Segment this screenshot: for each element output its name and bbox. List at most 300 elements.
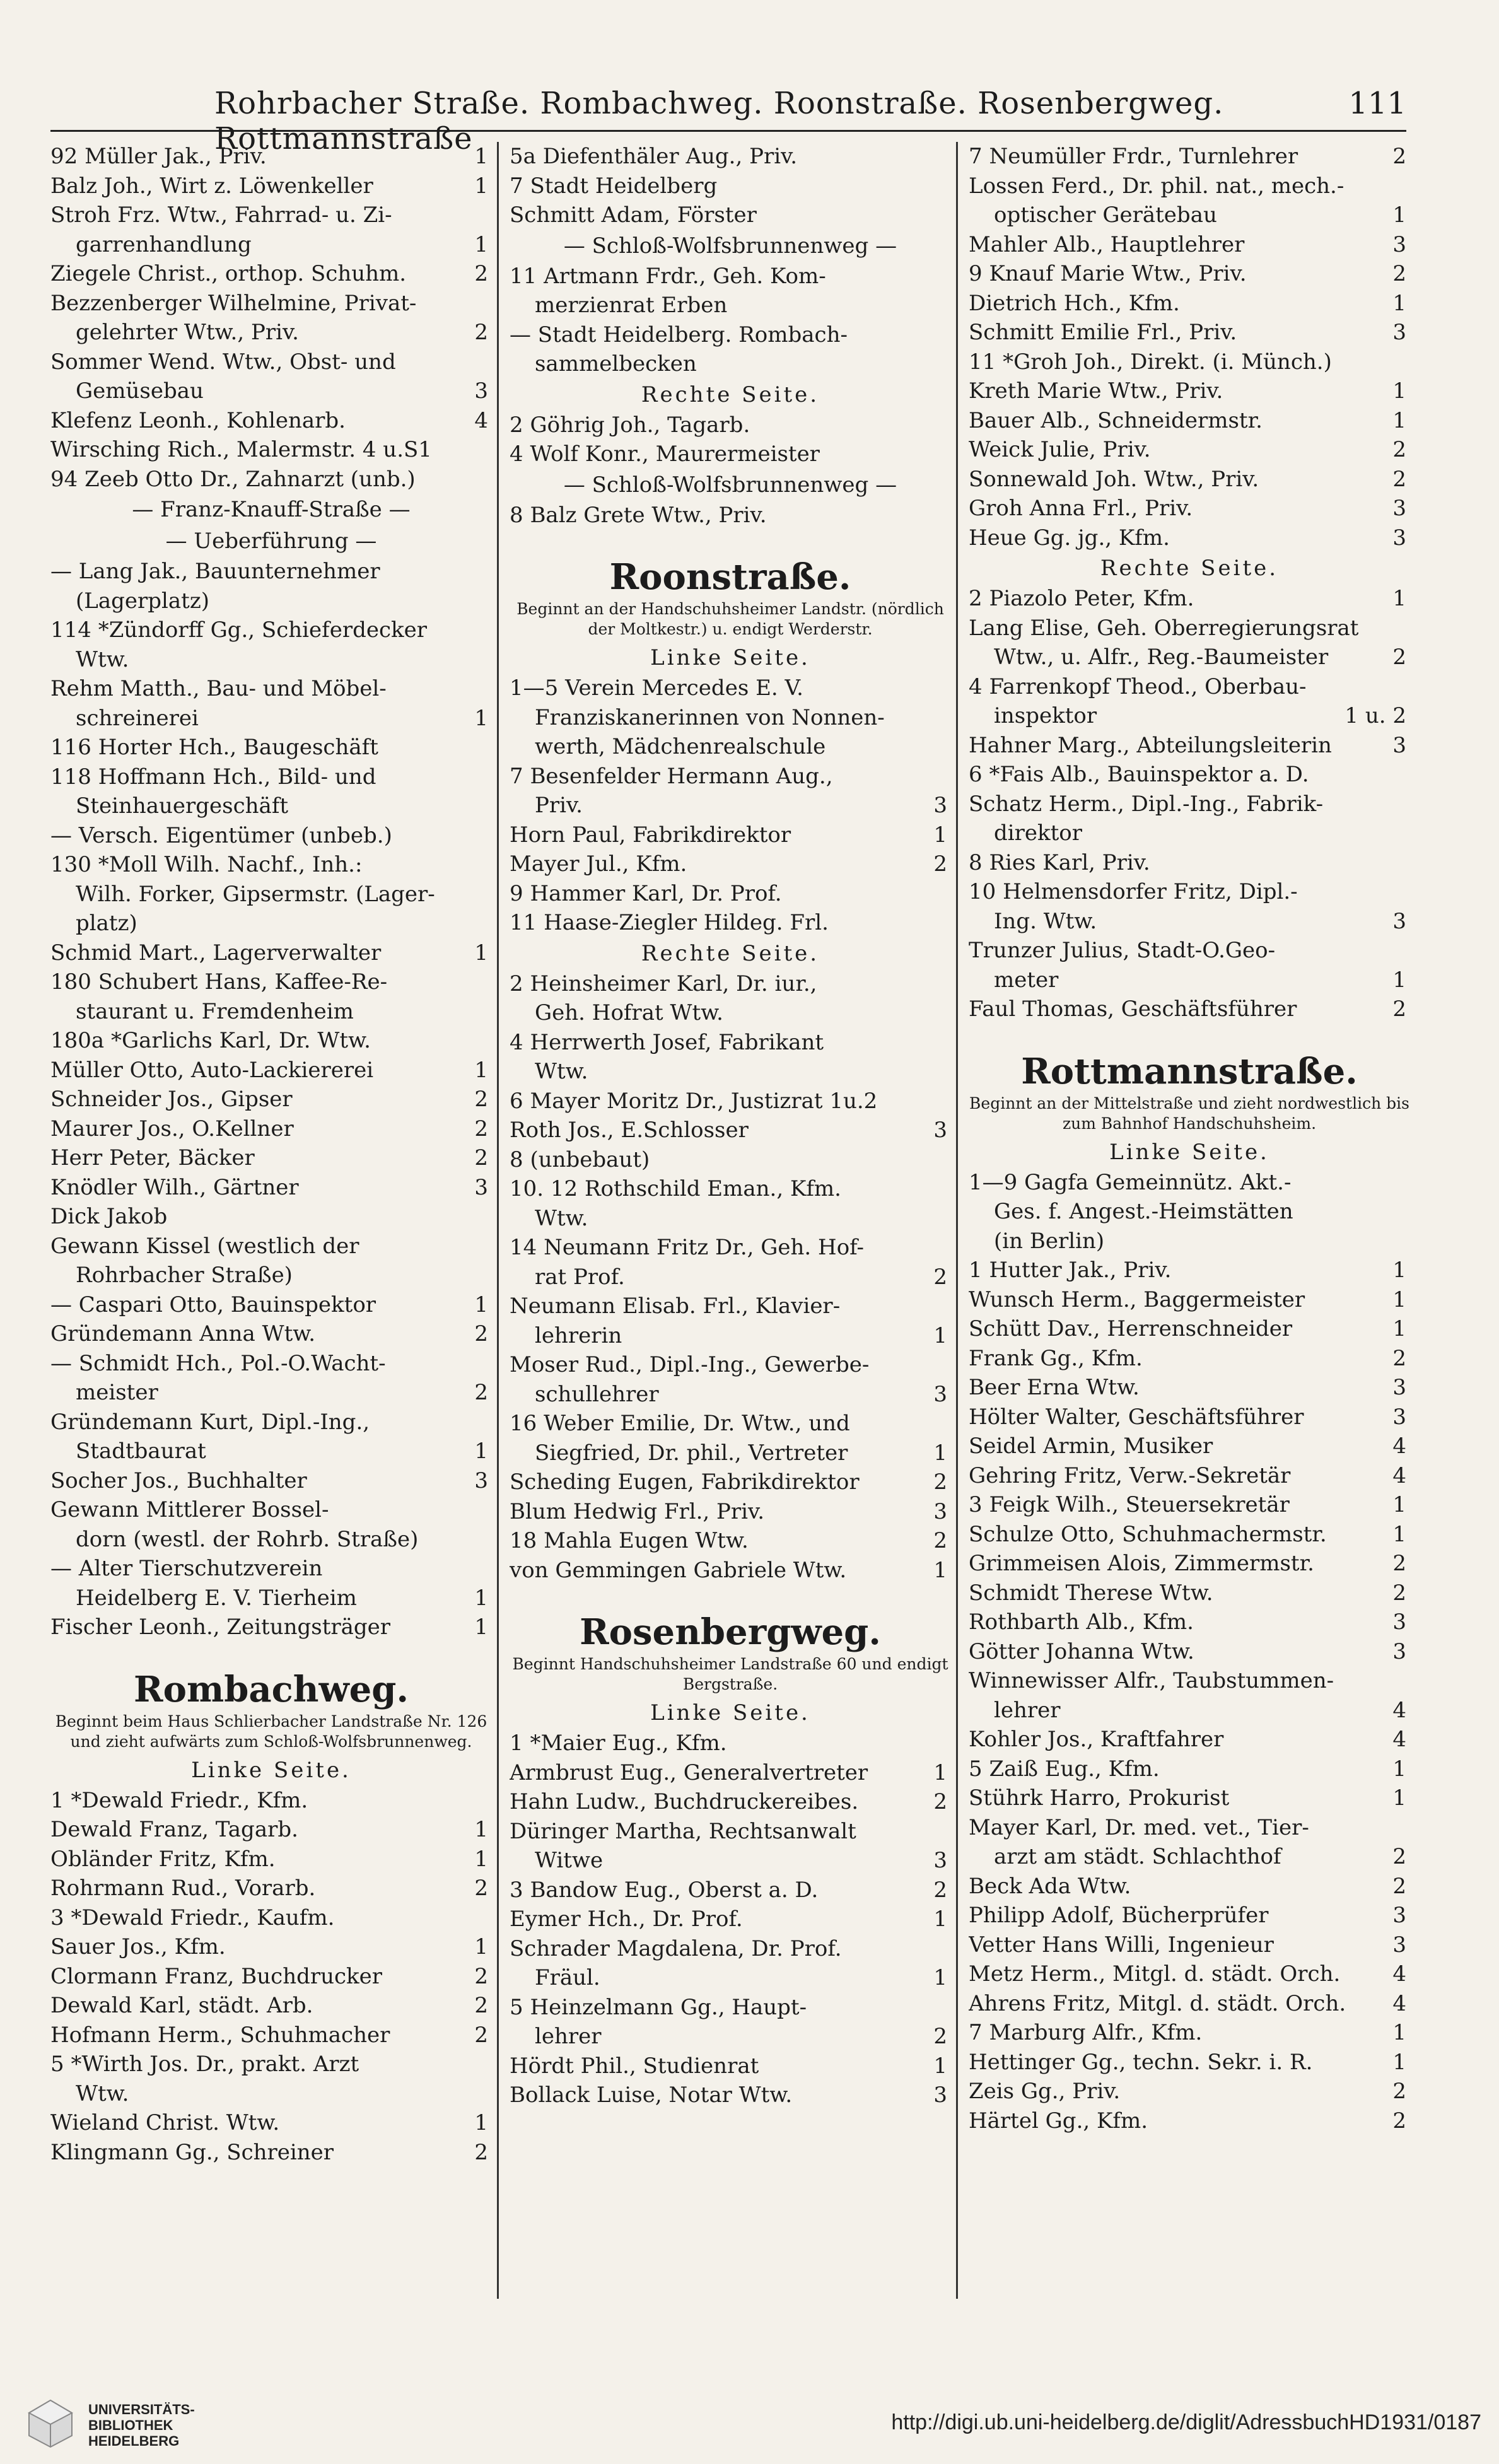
directory-entry [50, 1786, 492, 1816]
floor-number: 2 [1392, 466, 1406, 492]
floor-number: 2 [474, 261, 488, 286]
entry-text: Schrader Magdalena, Dr. Prof. [510, 1936, 842, 1961]
directory-entry [50, 465, 492, 494]
entry-text: merzienrat Erben [535, 293, 728, 318]
directory-entry [510, 1439, 951, 1468]
directory-entry [50, 1319, 492, 1349]
directory-entry [50, 1466, 492, 1496]
entry-text: Schneider Jos., Gipser [50, 1087, 293, 1112]
directory-entry [969, 377, 1410, 406]
entry-text: Stührk Harro, Prokurist [969, 1785, 1230, 1811]
entry-text: Mayer Jul., Kfm. [510, 851, 687, 877]
entry-text: meter [994, 967, 1059, 993]
entry-text: schullehrer [535, 1381, 659, 1407]
directory-entry [50, 733, 492, 762]
floor-number: 1 [1392, 378, 1406, 404]
directory-entry [969, 1197, 1410, 1227]
floor-number: 1 [474, 1439, 488, 1464]
column-left [50, 142, 499, 2299]
entry-text: Wtw., u. Alfr., Reg.-Baumeister [994, 645, 1329, 670]
directory-entry [50, 1085, 492, 1114]
floor-number: 2 [1392, 1873, 1406, 1899]
entry-text: staurant u. Fremdenheim [76, 998, 354, 1024]
floor-number: 2 [933, 1264, 947, 1290]
entry-text: 5 *Wirth Jos. Dr., prakt. Arzt [50, 2052, 359, 2077]
floor-number: 3 [933, 2082, 947, 2108]
directory-entry [50, 2050, 492, 2079]
directory-entry [510, 1263, 951, 1292]
floor-number: 1 [1392, 1785, 1406, 1811]
entry-text: Schmid Mart., Lagerverwalter [50, 940, 382, 966]
floor-number: 2 [933, 1528, 947, 1553]
directory-entry [50, 435, 492, 465]
floor-number: 4 [1392, 1990, 1406, 2016]
entry-text: 9 Knauf Marie Wtw., Priv. [969, 261, 1247, 286]
entry-text: werth, Mädchenrealschule [535, 734, 826, 759]
entry-text: (Lagerplatz) [76, 588, 210, 614]
entry-text: garrenhandlung [76, 231, 252, 257]
floor-number: 1 [474, 1057, 488, 1083]
entry-text: Mayer Karl, Dr. med. vet., Tier- [969, 1814, 1309, 1840]
floor-number: 2 [474, 1876, 488, 1901]
directory-entry [510, 1963, 951, 1993]
directory-entry [50, 172, 492, 201]
cross-street-marker [510, 230, 951, 262]
directory-entry [969, 1696, 1410, 1725]
entry-text: 11 Artmann Frdr., Geh. Kom- [510, 263, 826, 289]
directory-entry [510, 1905, 951, 1934]
entry-text: 5 Zaiß Eug., Kfm. [969, 1756, 1160, 1782]
directory-entry [50, 2108, 492, 2138]
directory-entry [50, 1056, 492, 1085]
cross-street-marker [510, 469, 951, 501]
floor-number: 1 [933, 1440, 947, 1466]
entry-text: 180 Schubert Hans, Kaffee-Re- [50, 969, 388, 995]
entry-text: Bezzenberger Wilhelmine, Privat- [50, 290, 417, 316]
directory-entry [969, 1344, 1410, 1374]
entry-text: Hettinger Gg., techn. Sekr. i. R. [969, 2049, 1313, 2075]
entry-text: Wunsch Herm., Baggermeister [969, 1287, 1305, 1312]
entry-text: 5 Heinzelmann Gg., Haupt- [510, 1994, 807, 2020]
directory-entry [510, 1350, 951, 1380]
entry-text: Gehring Fritz, Verw.-Sekretär [969, 1463, 1291, 1488]
street-heading: Rottmannstraße. [1021, 1050, 1358, 1092]
directory-entry [969, 1784, 1410, 1813]
directory-entry [510, 732, 951, 762]
floor-number: 4 [1392, 1463, 1406, 1488]
entry-text: Armbrust Eug., Generalvertreter [510, 1760, 868, 1785]
entry-text: 10. 12 Rothschild Eman., Kfm. [510, 1176, 841, 1201]
entry-text: Hofmann Herm., Schuhmacher [50, 2022, 390, 2048]
entry-text: Beer Erna Wtw. [969, 1375, 1140, 1400]
directory-entry [969, 230, 1410, 260]
directory-entry [969, 1579, 1410, 1608]
entry-text: Hahn Ludw., Buchdruckereibes. [510, 1789, 859, 1814]
directory-entry [50, 1437, 492, 1466]
entry-text: Lossen Ferd., Dr. phil. nat., mech.- [969, 173, 1344, 199]
directory-entry [969, 523, 1410, 553]
floor-number: 2 [933, 1877, 947, 1903]
directory-entry [510, 2052, 951, 2081]
entry-text: dorn (westl. der Rohrb. Straße) [76, 1526, 419, 1552]
directory-entry [50, 1962, 492, 1992]
directory-entry [969, 1959, 1410, 1989]
floor-number: 1 [933, 822, 947, 848]
floor-number: 2 [1392, 437, 1406, 462]
entry-text: inspektor [994, 703, 1097, 728]
entry-text: Fräul. [535, 1965, 600, 1990]
directory-entry [510, 201, 951, 230]
directory-entry [969, 347, 1410, 377]
directory-entry [510, 908, 951, 938]
entry-text: Dietrich Hch., Kfm. [969, 290, 1180, 316]
directory-entry [969, 1549, 1410, 1579]
source-url-link[interactable]: http://digi.ub.uni-heidelberg.de/diglit/AdressbuchHD1931/0187 [891, 2410, 1481, 2434]
entry-text: Siegfried, Dr. phil., Vertreter [535, 1440, 848, 1466]
entry-text: schreinerei [76, 705, 199, 731]
entry-text: Balz Joh., Wirt z. Löwenkeller [50, 173, 373, 199]
entry-text: — Ueberführung — [165, 528, 377, 554]
entry-text: Philipp Adolf, Bücherprüfer [969, 1903, 1269, 1928]
entry-text: Eymer Hch., Dr. Prof. [510, 1906, 743, 1932]
entry-text: 1 *Maier Eug., Kfm. [510, 1731, 727, 1756]
floor-number: 1 [474, 940, 488, 966]
entry-text: Hölter Walter, Geschäftsführer [969, 1404, 1304, 1430]
entry-text: Bauer Alb., Schneidermstr. [969, 407, 1263, 433]
directory-entry [969, 1813, 1410, 1843]
entry-text: 7 Besenfelder Hermann Aug., [510, 763, 833, 789]
entry-text: Zeis Gg., Priv. [969, 2079, 1121, 2104]
entry-text: Metz Herm., Mitgl. d. städt. Orch. [969, 1961, 1341, 1987]
entry-text: Wtw. [76, 646, 129, 672]
floor-number: 3 [933, 1381, 947, 1407]
floor-number: 3 [933, 793, 947, 818]
floor-number: 1 [474, 1817, 488, 1842]
directory-entry [510, 1526, 951, 1556]
directory-entry [50, 1932, 492, 1962]
entry-text: — Lang Jak., Bauunternehmer [50, 559, 380, 584]
directory-entry [510, 998, 951, 1028]
directory-entry [969, 907, 1410, 937]
entry-text: Klingmann Gg., Schreiner [50, 2139, 334, 2165]
floor-number: 3 [474, 1468, 488, 1493]
floor-number: 2 [1392, 2108, 1406, 2134]
directory-entry [50, 938, 492, 968]
directory-columns [50, 142, 1413, 2299]
library-name-line-3: HEIDELBERG [88, 2433, 180, 2449]
floor-number: 1 u. 2 [1344, 703, 1406, 728]
entry-text: Trunzer Julius, Stadt-O.Geo- [969, 938, 1276, 963]
entry-text: Moser Rud., Dipl.-Ing., Gewerbe- [510, 1352, 870, 1377]
floor-number: 2 [1392, 1844, 1406, 1869]
directory-entry [969, 1872, 1410, 1901]
library-name-line-2: BIBLIOTHEK [88, 2417, 173, 2433]
entry-text: Neumann Elisab. Frl., Klavier- [510, 1293, 841, 1319]
directory-entry [969, 2048, 1410, 2077]
entry-text: 3 Feigk Wilh., Steuersekretär [969, 1492, 1290, 1517]
floor-number: 3 [1392, 525, 1406, 551]
directory-entry [510, 1174, 951, 1204]
entry-text: Maurer Jos., O.Kellner [50, 1116, 294, 1141]
directory-entry [50, 1525, 492, 1555]
directory-entry [510, 1934, 951, 1964]
directory-entry [969, 201, 1410, 230]
directory-entry [50, 1026, 492, 1056]
directory-entry [510, 2022, 951, 2052]
floor-number: 3 [1392, 1375, 1406, 1400]
directory-entry [510, 969, 951, 999]
directory-entry [969, 701, 1410, 731]
entry-text: Horn Paul, Fabrikdirektor [510, 822, 791, 848]
entry-text: Düringer Martha, Rechtsanwalt [510, 1818, 856, 1844]
entry-text: meister [76, 1380, 158, 1405]
floor-number: 1 [1392, 1316, 1406, 1341]
directory-entry [969, 966, 1410, 995]
entry-text: 2 Göhrig Joh., Tagarb. [510, 412, 750, 438]
directory-entry [510, 320, 951, 350]
entry-text: 2 Piazolo Peter, Kfm. [969, 586, 1194, 611]
entry-text: Klefenz Leonh., Kohlenarb. [50, 407, 346, 433]
entry-text: Ziegele Christ., orthop. Schuhm. [50, 261, 407, 286]
directory-entry [50, 318, 492, 347]
directory-entry [50, 1554, 492, 1584]
entry-text: lehrer [994, 1697, 1061, 1723]
entry-text: 2 Heinsheimer Karl, Dr. iur., [510, 971, 817, 996]
entry-text: Kohler Jos., Kraftfahrer [969, 1727, 1224, 1752]
directory-entry [969, 1461, 1410, 1491]
entry-text: Wilh. Forker, Gipsermstr. (Lager- [76, 881, 435, 907]
directory-entry [969, 259, 1410, 289]
directory-entry [50, 1143, 492, 1173]
entry-text: Lang Elise, Geh. Oberregierungsrat [969, 615, 1359, 641]
entry-text: Wieland Christ. Wtw. [50, 2110, 280, 2135]
directory-entry [50, 1349, 492, 1379]
directory-entry [510, 1468, 951, 1497]
floor-number: 2 [474, 2139, 488, 2165]
entry-text: Gründemann Anna Wtw. [50, 1321, 316, 1346]
entry-text: Priv. [535, 793, 583, 818]
entry-text: Frank Gg., Kfm. [969, 1345, 1143, 1371]
entry-text: Schmitt Adam, Förster [510, 202, 757, 228]
directory-entry [50, 967, 492, 997]
floor-number: 3 [1392, 1404, 1406, 1430]
entry-text: Obländer Fritz, Kfm. [50, 1846, 276, 1872]
directory-entry [969, 1168, 1410, 1198]
floor-number: 2 [474, 2022, 488, 2048]
directory-entry [969, 995, 1410, 1024]
directory-entry [510, 1409, 951, 1439]
directory-entry [969, 1725, 1410, 1755]
entry-text: — Schloß-Wolfsbrunnenweg — [563, 233, 897, 259]
street-heading: Rombachweg. [134, 1668, 409, 1710]
floor-number: 1 [474, 2110, 488, 2135]
directory-entry [969, 936, 1410, 966]
entry-text: Schulze Otto, Schuhmachermstr. [969, 1521, 1327, 1547]
entry-text: Rothbarth Alb., Kfm. [969, 1609, 1194, 1635]
directory-entry [50, 2079, 492, 2109]
entry-text: — Schmidt Hch., Pol.-O.Wacht- [50, 1350, 386, 1376]
entry-text: Weick Julie, Priv. [969, 437, 1151, 462]
floor-number: 2 [933, 851, 947, 877]
floor-number: 1 [474, 1614, 488, 1640]
street-description: Beginnt beim Haus Schlierbacher Landstraße Nr. 126 und zieht aufwärts zum Schloß-Wolfsbrunnenweg. [55, 1712, 487, 1751]
entry-text: Ahrens Fritz, Mitgl. d. städt. Orch. [969, 1990, 1346, 2016]
entry-text: Clormann Franz, Buchdrucker [50, 1963, 383, 1989]
entry-text: platz) [76, 911, 137, 936]
floor-number: 1 [474, 144, 488, 169]
directory-entry [969, 318, 1410, 347]
directory-entry [50, 377, 492, 406]
entry-text: — Versch. Eigentümer (unbeb.) [50, 822, 392, 848]
entry-text: Sonnewald Joh. Wtw., Priv. [969, 466, 1259, 492]
floor-number: 1 [474, 231, 488, 257]
directory-entry [510, 1729, 951, 1758]
floor-number: 4 [1392, 1961, 1406, 1987]
directory-entry [510, 1758, 951, 1788]
directory-entry [510, 820, 951, 850]
directory-entry [50, 850, 492, 880]
entry-text: 116 Horter Hch., Baugeschäft [50, 735, 378, 760]
directory-entry [510, 1787, 951, 1817]
entry-text: Ing. Wtw. [994, 908, 1097, 934]
directory-entry [969, 1901, 1410, 1930]
directory-entry [969, 406, 1410, 436]
directory-entry [510, 1556, 951, 1585]
floor-number: 3 [1392, 1903, 1406, 1928]
entry-text: Wirsching Rich., Malermstr. 4 u.S1 [50, 437, 432, 462]
directory-entry [50, 1613, 492, 1642]
entry-text: Wtw. [535, 1059, 588, 1084]
entry-text: lehrer [535, 2024, 602, 2049]
directory-entry [50, 1232, 492, 1261]
directory-entry [510, 349, 951, 379]
directory-entry [510, 1876, 951, 1905]
directory-entry [510, 1116, 951, 1145]
floor-number: 2 [933, 1469, 947, 1495]
floor-number: 4 [1392, 1433, 1406, 1459]
entry-text: arzt am städt. Schlachthof [994, 1844, 1281, 1869]
floor-number: 1 [933, 1906, 947, 1932]
directory-entry [969, 672, 1410, 702]
directory-entry [510, 262, 951, 291]
floor-number: 1 [1392, 2020, 1406, 2045]
floor-number: 4 [474, 407, 488, 433]
floor-number: 2 [1392, 1345, 1406, 1371]
entry-text: Knödler Wilh., Gärtner [50, 1174, 299, 1200]
entry-text: 14 Neumann Fritz Dr., Geh. Hof- [510, 1235, 865, 1260]
floor-number: 1 [1392, 967, 1406, 993]
entry-text: Grimmeisen Alois, Zimmermstr. [969, 1551, 1314, 1576]
directory-entry [510, 762, 951, 791]
directory-entry [50, 142, 492, 172]
floor-number: 2 [1392, 645, 1406, 670]
floor-number: 2 [1392, 1551, 1406, 1576]
entry-text: — Caspari Otto, Bauinspektor [50, 1292, 376, 1317]
floor-number: 1 [933, 1323, 947, 1348]
directory-entry [510, 1497, 951, 1527]
entry-text: Heidelberg E. V. Tierheim [76, 1585, 357, 1611]
entry-text: 3 Bandow Eug., Oberst a. D. [510, 1877, 819, 1903]
entry-text: lehrerin [535, 1323, 622, 1348]
directory-entry [969, 1842, 1410, 1872]
floor-number: 1 [933, 2053, 947, 2079]
entry-text: direktor [994, 820, 1083, 846]
entry-text: 8 Ries Karl, Priv. [969, 850, 1150, 875]
directory-entry [510, 1380, 951, 1410]
floor-number: 1 [1392, 586, 1406, 611]
floor-number: 2 [1392, 2079, 1406, 2104]
directory-entry [50, 1874, 492, 1903]
side-heading: Linke Seite. [650, 645, 810, 670]
directory-entry [510, 850, 951, 879]
floor-number: 2 [474, 1321, 488, 1346]
floor-number: 2 [933, 2024, 947, 2049]
entry-text: 1—9 Gagfa Gemeinnütz. Akt.- [969, 1169, 1292, 1195]
directory-entry [50, 645, 492, 675]
floor-number: 2 [1392, 996, 1406, 1022]
directory-entry [969, 614, 1410, 643]
directory-entry [510, 674, 951, 703]
entry-text: — Schloß-Wolfsbrunnenweg — [563, 472, 897, 498]
entry-text: 5a Diefenthäler Aug., Priv. [510, 144, 798, 169]
entry-text: Roth Jos., E.Schlosser [510, 1118, 749, 1143]
running-title: Rohrbacher Straße. Rombachweg. Roonstraße. Rosenbergweg. Rottmannstraße [214, 86, 1224, 156]
entry-text: Stadtbaurat [76, 1439, 206, 1464]
entry-text: rat Prof. [535, 1264, 625, 1290]
entry-text: 1—5 Verein Mercedes E. V. [510, 675, 803, 701]
entry-text: Rohrbacher Straße) [76, 1263, 293, 1288]
entry-text: Rehm Matth., Bau- und Möbel- [50, 676, 387, 701]
entry-text: — Franz-Knauff-Straße — [132, 497, 411, 522]
directory-entry [50, 1378, 492, 1408]
directory-entry [969, 877, 1410, 907]
side-heading: Linke Seite. [650, 1700, 810, 1725]
floor-number: 1 [933, 1760, 947, 1785]
entry-text: Beck Ada Wtw. [969, 1873, 1131, 1899]
directory-entry [50, 1202, 492, 1232]
floor-number: 2 [474, 1993, 488, 2018]
directory-entry [50, 230, 492, 260]
column-right [969, 142, 1410, 2299]
entry-text: (in Berlin) [994, 1228, 1105, 1254]
floor-number: 2 [1392, 1580, 1406, 1606]
floor-number: 3 [474, 1174, 488, 1200]
directory-entry [50, 762, 492, 792]
directory-entry [969, 1314, 1410, 1344]
directory-entry [50, 997, 492, 1027]
directory-entry [969, 289, 1410, 318]
directory-entry [969, 465, 1410, 494]
entry-text: Sommer Wend. Wtw., Obst- und [50, 349, 396, 375]
directory-entry [969, 1403, 1410, 1432]
directory-entry [969, 643, 1410, 672]
entry-text: Blum Hedwig Frl., Priv. [510, 1498, 765, 1524]
entry-text: Stroh Frz. Wtw., Fahrrad- u. Zi- [50, 202, 392, 228]
street-description: Beginnt an der Handschuhsheimer Landstr. (nördlich der Moltkestr.) u. endigt Werderstr. [516, 600, 944, 638]
entry-text: Mahler Alb., Hauptlehrer [969, 231, 1245, 257]
floor-number: 1 [1392, 290, 1406, 316]
floor-number: 1 [474, 1846, 488, 1872]
entry-text: Sauer Jos., Kfm. [50, 1934, 226, 1959]
floor-number: 2 [474, 1963, 488, 1989]
directory-entry [50, 1903, 492, 1933]
directory-entry [50, 1815, 492, 1845]
entry-text: Schatz Herm., Dipl.-Ing., Fabrik- [969, 791, 1324, 817]
directory-entry [50, 1173, 492, 1203]
floor-number: 3 [1392, 732, 1406, 758]
floor-number: 4 [1392, 1727, 1406, 1752]
entry-text: Geh. Hofrat Wtw. [535, 1000, 723, 1025]
